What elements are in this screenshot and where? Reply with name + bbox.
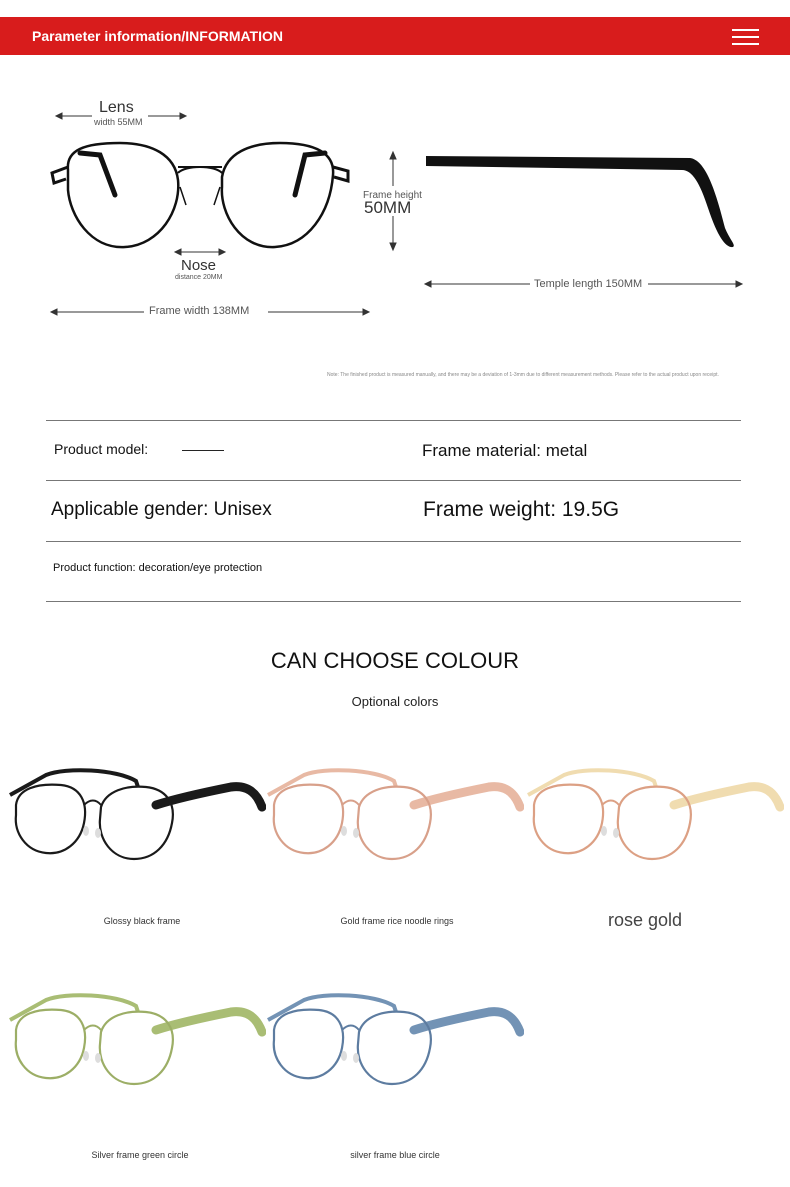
temple-arm-diagram [420,148,750,298]
divider [46,541,741,542]
nose-pad [601,826,607,836]
header-bar [0,17,790,55]
menu-icon[interactable] [732,29,759,43]
temple-left [268,770,396,795]
nose-pad [353,1053,359,1063]
divider [46,480,741,481]
bridge [84,801,101,806]
glasses-variant-3 [524,755,784,885]
frame-height-value: 50MM [364,198,412,217]
nose-pad [341,1051,347,1061]
colour-caption: Gold frame rice noodle rings [340,916,454,926]
lens-rim-right [358,1012,431,1084]
product-model-value: ——— [182,441,224,457]
nose-pad [341,826,347,836]
glasses-variant-5 [264,980,524,1110]
lens-label: Lens [99,99,134,116]
nose-pad [83,826,89,836]
temple-left [268,995,396,1020]
lens-rim-right [618,787,691,859]
applicable-gender: Applicable gender: Unisex [51,499,272,520]
lens-rim-left [16,785,85,854]
colour-section-title: CAN CHOOSE COLOUR [270,648,520,673]
colour-caption: rose gold [607,910,683,930]
lens-rim-left [274,785,343,854]
page-title: Parameter information/INFORMATION [32,28,283,44]
frame-weight: Frame weight: 19.5G [423,498,620,521]
nose-pad [613,828,619,838]
lens-rim-right [100,1012,173,1084]
colour-section-subtitle: Optional colors [351,694,439,709]
colour-caption: Silver frame green circle [91,1150,189,1160]
measurement-note: Note: The finished product is measured manually, and there may be a deviation of 1-3mm due to different measurement methods. Please refer to the actual product upon receipt. [327,372,719,378]
temple-left [10,995,138,1020]
glasses-front-diagram [40,95,400,330]
frame-height-label: Frame height [363,190,422,201]
lens-rim-left [274,1010,343,1079]
temple-length-label: Temple length 150MM [534,278,643,290]
product-model-label: Product model: [54,441,149,457]
lens-rim-right [100,787,173,859]
glasses-variant-1 [6,755,266,885]
nose-label: Nose [181,257,217,274]
bridge [84,1026,101,1031]
black-glasses-front [52,143,348,247]
glasses-variant-2 [264,755,524,885]
lens-rim-left [16,1010,85,1079]
frame-width-label: Frame width 138MM [149,305,250,317]
nose-pad [95,828,101,838]
colour-caption: Glossy black frame [103,916,181,926]
glasses-variant-4 [6,980,266,1110]
black-temple-arm [426,156,734,247]
bridge [342,801,359,806]
lens-rim-right [358,787,431,859]
lens-rim-left [534,785,603,854]
bridge [602,801,619,806]
nose-pad [353,828,359,838]
nose-distance-value: distance 20MM [175,274,223,281]
lens-width-value: width 55MM [94,117,143,127]
bridge [342,1026,359,1031]
product-function: Product function: decoration/eye protection [53,562,263,574]
colour-caption: silver frame blue circle [350,1150,440,1160]
temple-left [528,770,656,795]
frame-material: Frame material: metal [422,441,588,460]
nose-pad [83,1051,89,1061]
divider [46,601,741,602]
nose-distance-arrow [175,249,225,255]
temple-left [10,770,138,795]
divider [46,420,741,421]
nose-pad [95,1053,101,1063]
